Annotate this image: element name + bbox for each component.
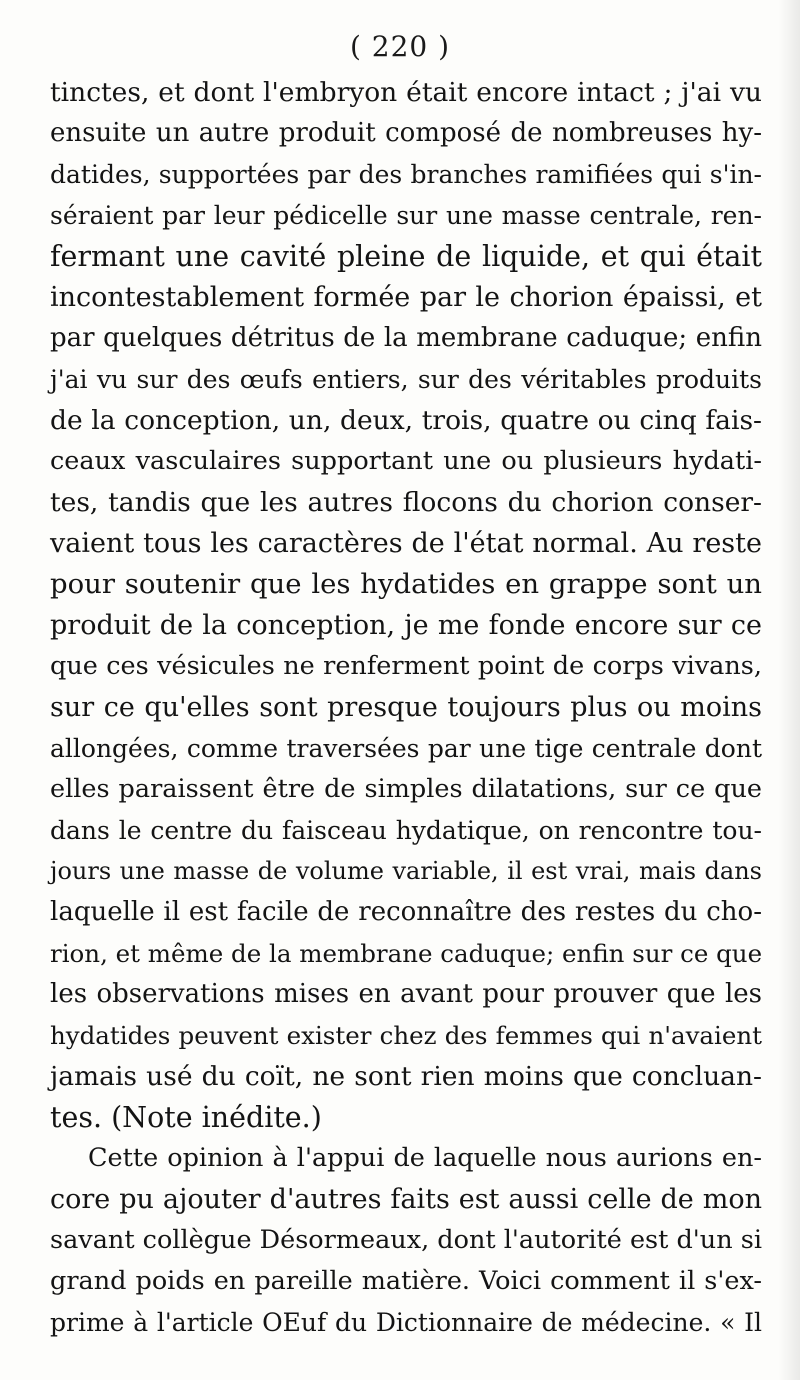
text-line: jamais usé du coït, ne sont rien moins que concluan- (50, 1061, 762, 1092)
text-line: tes. (Note inédite.) (50, 1101, 322, 1134)
text-line: prime à l'article OEuf du Dictionnaire de médecine. « Il (50, 1308, 762, 1337)
text-line: jours une masse de volume variable, il est vrai, mais dans (50, 857, 762, 885)
text-line: incontestablement formée par le chorion épaissi, et (50, 282, 762, 313)
page-number: ( 220 ) (349, 30, 451, 63)
text-line: séraient par leur pédicelle sur une masse centrale, ren- (50, 201, 762, 230)
page-gutter-shadow (778, 0, 800, 1380)
text-line: ceaux vasculaires supportant une ou plusieurs hydati- (50, 446, 762, 476)
text-line: laquelle il est facile de reconnaître des restes du cho- (50, 897, 762, 927)
text-line: vaient tous les caractères de l'état normal. Au reste (50, 528, 762, 559)
text-line: fermant une cavité pleine de liquide, et qui était (50, 240, 762, 273)
text-line: elles paraissent être de simples dilatations, sur ce que (50, 774, 762, 804)
text-line: sur ce qu'elles sont presque toujours plus ou moins (50, 692, 762, 723)
text-line: dans le centre du faisceau hydatique, on rencontre tou- (50, 816, 762, 845)
text-line: grand poids en pareille matière. Voici comment il s'ex- (50, 1266, 762, 1296)
text-line: tinctes, et dont l'embryon était encore intact ; j'ai vu (50, 77, 762, 108)
text-line: hydatides peuvent exister chez des femmes qui n'avaient (50, 1021, 762, 1050)
text-line: produit de la conception, je me fonde encore sur ce (50, 610, 762, 641)
text-line: que ces vésicules ne renferment point de corps vivans, (50, 651, 762, 681)
text-line: core pu ajouter d'autres faits est aussi celle de mon (50, 1184, 762, 1215)
text-line: pour soutenir que les hydatides en grappe sont un (50, 568, 762, 600)
text-line: rion, et même de la membrane caduque; enfin sur ce que (50, 939, 763, 968)
text-line: ensuite un autre produit composé de nombreuses hy- (50, 118, 762, 148)
text-line: j'ai vu sur des œufs entiers, sur des véritables produits (50, 365, 762, 394)
body-text (50, 72, 762, 1343)
text-line: savant collègue Désormeaux, dont l'autorité est d'un si (50, 1225, 762, 1255)
text-line: de la conception, un, deux, trois, quatre ou cinq fais- (50, 405, 762, 436)
text-line: par quelques détritus de la membrane caduque; enfin (50, 323, 762, 353)
text-line: Cette opinion à l'appui de laquelle nous aurions en- (88, 1143, 762, 1173)
text-line: les observations mises en avant pour prouver que les (50, 979, 762, 1009)
text-line: tes, tandis que les autres flocons du chorion conser- (50, 487, 762, 518)
text-line: allongées, comme traversées par une tige centrale dont (50, 734, 762, 763)
text-line: datides, supportées par des branches ramifiées qui s'in- (50, 160, 762, 189)
